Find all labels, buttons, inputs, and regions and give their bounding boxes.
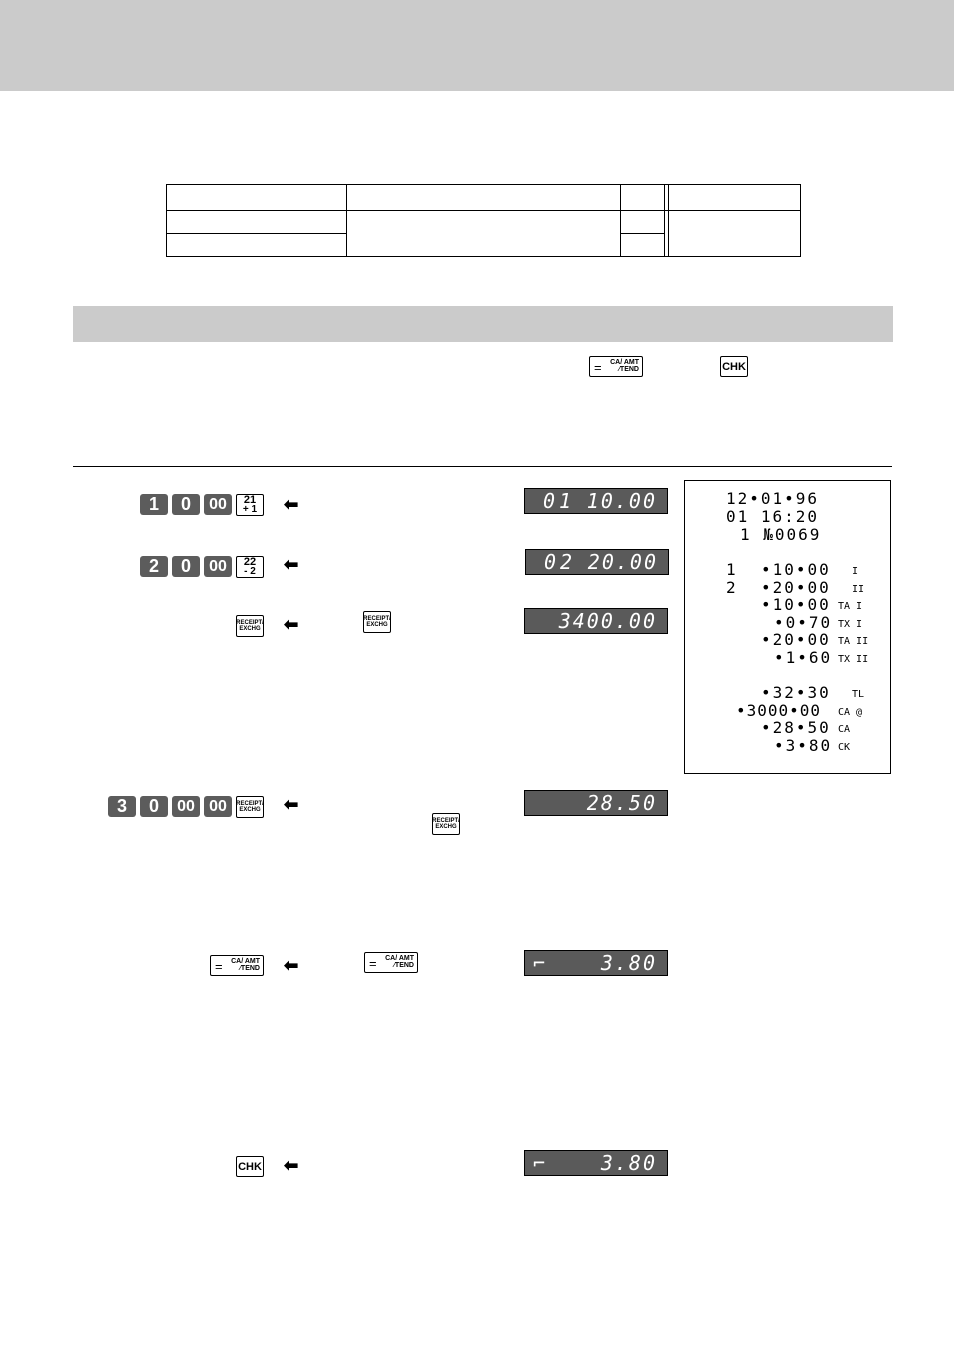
receipt-amount: •10•00 — [761, 595, 831, 614]
key-00: 00 — [204, 796, 232, 817]
receipt-tag: TA I — [838, 601, 863, 612]
key-symbol: = — [215, 959, 223, 974]
receipt-exchg-key: RECEIPT/ EXCHG — [432, 813, 460, 835]
display-left: 02 — [544, 550, 577, 574]
receipt-tag: TX I — [838, 619, 863, 630]
display-left: ⌐ — [533, 1151, 548, 1175]
key-0: 0 — [172, 556, 200, 577]
table-cell — [669, 185, 801, 211]
receipt-total-amount: •32•30 — [761, 683, 831, 702]
arrow-left-icon: ⬅ — [284, 1156, 299, 1175]
reference-table — [166, 184, 801, 257]
receipt-consecutive: 1 №0069 — [740, 525, 822, 544]
receipt-change-amount: •3•80 — [774, 736, 833, 755]
key-0: 0 — [172, 494, 200, 515]
key-00: 00 — [204, 494, 232, 515]
table-cell — [621, 211, 665, 234]
receipt — [684, 480, 891, 774]
arrow-left-icon: ⬅ — [284, 795, 299, 814]
display-step4 — [524, 790, 668, 816]
display-right: 28.50 — [586, 791, 657, 815]
receipt-exchg-key: RECEIPT/ EXCHG — [236, 615, 264, 637]
key-2: 2 — [140, 556, 168, 577]
arrow-left-icon: ⬅ — [284, 555, 299, 574]
receipt-amount: •0•70 — [774, 613, 833, 632]
key-1: 1 — [140, 494, 168, 515]
key-label: CA/ AMT ⁄TEND — [385, 955, 414, 969]
ca-amt-tend-key — [210, 955, 264, 976]
receipt-cash-amount: •3000•00 — [736, 701, 822, 720]
key-label: 22 — [243, 556, 257, 568]
dept2-key — [236, 556, 264, 578]
display-left: 01 — [543, 489, 576, 513]
key-00: 00 — [204, 556, 232, 577]
receipt-qty: 2 — [726, 578, 738, 597]
receipt-clerk-time: 01 16:20 — [726, 507, 820, 526]
section-band — [73, 306, 893, 342]
ca-amt-tend-key — [589, 356, 643, 377]
receipt-amount: •10•00 — [761, 560, 831, 579]
display-step2 — [525, 549, 669, 575]
chk-key: CHK — [720, 356, 748, 377]
display-right: 10.00 — [586, 489, 657, 513]
receipt-exchg-key: RECEIPT/ EXCHG — [236, 796, 264, 818]
arrow-left-icon: ⬅ — [284, 615, 299, 634]
key-symbol: = — [369, 956, 377, 971]
table-cell — [167, 185, 347, 211]
ca-amt-tend-key — [364, 952, 418, 973]
display-right: 3.80 — [600, 1151, 657, 1175]
display-step1 — [524, 488, 668, 514]
receipt-amount: •20•00 — [761, 578, 831, 597]
key-symbol: = — [594, 360, 602, 375]
key-label: CA/ AMT ⁄TEND — [610, 359, 639, 373]
display-step6 — [524, 1150, 668, 1176]
table-cell — [347, 211, 621, 257]
arrow-left-icon: ⬅ — [284, 495, 299, 514]
table-cell — [167, 234, 347, 257]
receipt-tag: II — [852, 584, 865, 595]
display-step5 — [524, 950, 668, 976]
receipt-amount: •28•50 — [761, 718, 831, 737]
receipt-amount: •20•00 — [761, 630, 831, 649]
key-label: - 2 — [244, 566, 256, 577]
table-cell — [669, 211, 801, 257]
key-label: 21 — [243, 494, 257, 506]
receipt-tag: TX II — [838, 654, 869, 665]
arrow-left-icon: ⬅ — [284, 956, 299, 975]
key-label: CA/ AMT ⁄TEND — [231, 958, 260, 972]
display-step3 — [524, 608, 668, 634]
table-cell — [621, 185, 665, 211]
header-band — [0, 0, 954, 91]
receipt-amount: •1•60 — [774, 648, 833, 667]
table-cell — [167, 211, 347, 234]
key-0: 0 — [140, 796, 168, 817]
key-00: 00 — [172, 796, 200, 817]
receipt-exchg-key: RECEIPT/ EXCHG — [363, 611, 391, 633]
divider — [73, 466, 892, 467]
receipt-tag: CA @ — [838, 707, 863, 718]
display-right: 20.00 — [587, 550, 658, 574]
key-3: 3 — [108, 796, 136, 817]
table-cell — [621, 234, 665, 257]
receipt-tag: TA II — [838, 636, 869, 647]
receipt-qty: 1 — [726, 560, 738, 579]
receipt-tag: CK — [838, 742, 851, 753]
receipt-tag: I — [852, 566, 859, 577]
receipt-date: 12•01•96 — [726, 489, 820, 508]
chk-key: CHK — [236, 1156, 264, 1177]
table-cell — [347, 185, 621, 211]
receipt-tag: CA — [838, 724, 851, 735]
dept1-key — [236, 494, 264, 516]
display-right: 3.80 — [600, 951, 657, 975]
display-right: 3400.00 — [558, 609, 657, 633]
display-left: ⌐ — [533, 951, 548, 975]
key-label: + 1 — [242, 504, 258, 515]
receipt-tag: TL — [852, 689, 865, 700]
